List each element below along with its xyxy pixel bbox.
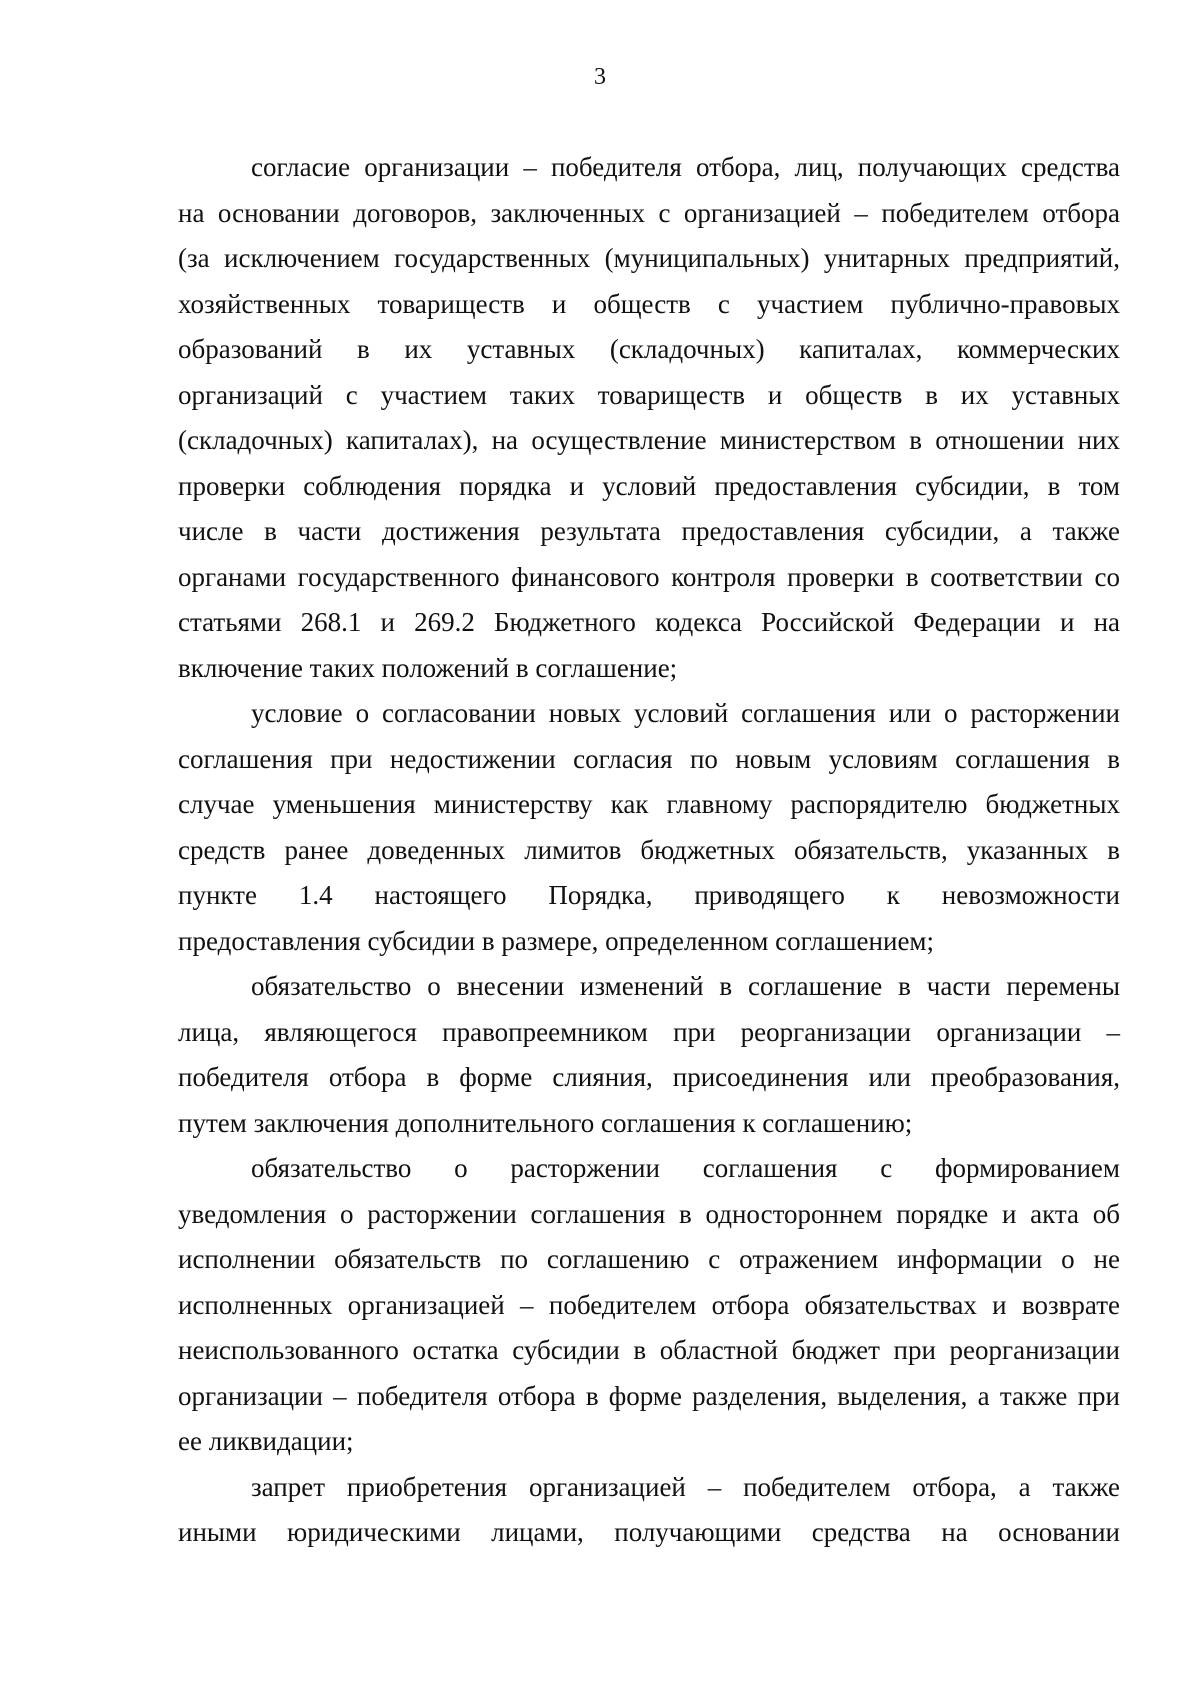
- text-line: обязательство о внесении изменений в соглашение в части перемены: [251, 971, 1120, 1001]
- paragraph-agreement-conditions: [178, 691, 1120, 964]
- text-line: обязательство о расторжении соглашения с формированием: [251, 1153, 1120, 1183]
- text-line: организаций с участием таких товариществ и обществ в их уставных: [178, 379, 1120, 410]
- text-line: исполненных организацией – победителем отбора обязательствах и возврате: [178, 1289, 1120, 1320]
- text-line: (складочных) капиталах), на осуществление министерством в отношении них: [178, 425, 1120, 455]
- text-line: на основании договоров, заключенных с организацией – победителем отбора: [178, 197, 1120, 228]
- text-line: организации – победителя отбора в форме разделения, выделения, а также при: [178, 1380, 1120, 1411]
- text-line: согласие организации – победителя отбора, лиц, получающих средства: [251, 152, 1120, 182]
- text-line: уведомления о расторжении соглашения в одностороннем порядке и акта об: [178, 1198, 1120, 1229]
- text-line: ее ликвидации;: [178, 1426, 354, 1456]
- text-line: случае уменьшения министерству как главному распорядителю бюджетных: [178, 789, 1120, 819]
- text-line: средств ранее доведенных лимитов бюджетных обязательств, указанных в: [178, 834, 1120, 865]
- text-line: лица, являющегося правопреемником при реорганизации организации –: [178, 1016, 1120, 1047]
- text-line: числе в части достижения результата предоставления субсидии, а также: [178, 516, 1120, 546]
- text-line: неиспользованного остатка субсидии в областной бюджет при реорганизации: [178, 1335, 1120, 1365]
- text-line: путем заключения дополнительного соглашения к соглашению;: [178, 1107, 913, 1138]
- text-line: победителя отбора в форме слияния, присоединения или преобразования,: [178, 1062, 1120, 1092]
- paragraph-termination-obligation: [178, 1146, 1120, 1465]
- paragraph-amendment-obligation: [178, 964, 1120, 1146]
- text-line: условие о согласовании новых условий соглашения или о расторжении: [251, 698, 1120, 728]
- text-line: хозяйственных товариществ и обществ с участием публично-правовых: [178, 288, 1120, 319]
- text-line: органами государственного финансового контроля проверки в соответствии со: [178, 561, 1120, 592]
- text-line: пункте 1.4 настоящего Порядка, приводящего к невозможности: [178, 880, 1120, 910]
- text-line: запрет приобретения организацией – победителем отбора, а также: [251, 1471, 1120, 1502]
- text-line: исполнении обязательств по соглашению с отражением информации о не: [178, 1244, 1120, 1274]
- text-line: статьями 268.1 и 269.2 Бюджетного кодекса Российской Федерации и на: [178, 607, 1120, 637]
- page-number: 3: [594, 64, 606, 90]
- text-line: образований в их уставных (складочных) капиталах, коммерческих: [178, 334, 1120, 364]
- text-line: предоставления субсидии в размере, определенном соглашением;: [178, 925, 935, 956]
- document-body: [178, 145, 1120, 1556]
- text-line: (за исключением государственных (муниципальных) унитарных предприятий,: [178, 243, 1120, 273]
- text-line: проверки соблюдения порядка и условий предоставления субсидии, в том: [178, 470, 1120, 501]
- paragraph-consent: [178, 145, 1120, 691]
- text-line: иными юридическими лицами, получающими средства на основании: [178, 1517, 1120, 1547]
- paragraph-purchase-ban: [178, 1465, 1120, 1556]
- text-line: включение таких положений в соглашение;: [178, 652, 678, 683]
- text-line: соглашения при недостижении согласия по новым условиям соглашения в: [178, 743, 1120, 774]
